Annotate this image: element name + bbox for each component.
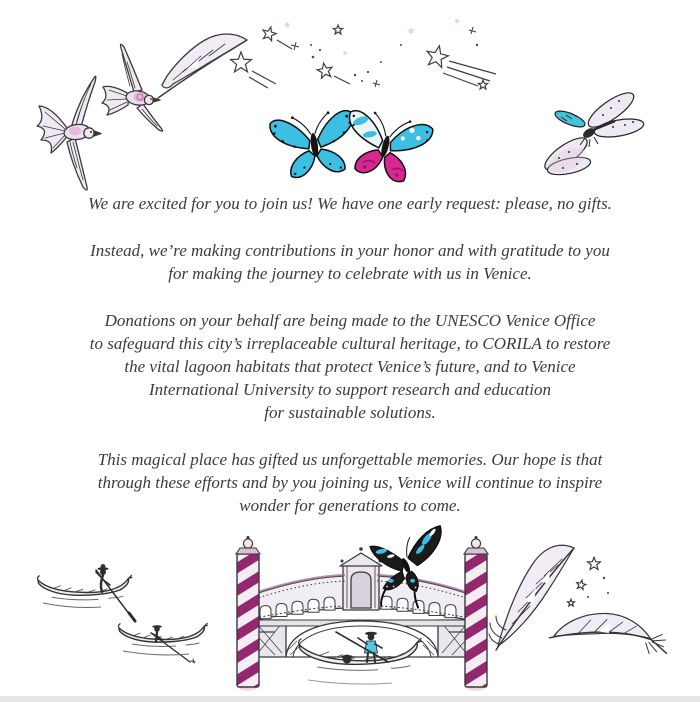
star-icon [261,25,278,41]
small-stars-icon [567,557,609,606]
text-line: Instead, we’re making contributions in your honor and with gratitude to you [90,241,610,260]
text-line: for making the journey to celebrate with us in Venice. [168,264,532,283]
star-icon [333,25,343,34]
text-line: through these efforts and by you joining us, Venice will continue to inspire [97,473,603,492]
text-line: Donations on your behalf are being made to the UNESCO Venice Office [104,311,596,330]
paragraph-no-gifts [40,192,660,215]
invitation-message [40,192,660,541]
text-line: We are excited for you to join us! We have one early request: please, no gifts. [88,194,612,213]
text-line: for sustainable solutions. [264,403,436,422]
text-line: International University to support research and education [149,380,551,399]
paragraph-donations [40,309,660,424]
star-icon [316,62,333,79]
star-icon [424,43,450,68]
flying-swallow-icon [37,76,101,190]
swallows-and-feather-illustration [15,30,255,200]
rialto-bridge-scene [228,520,496,695]
text-line: the vital lagoon habitats that protect Venice’s future, and to Venice [124,357,576,376]
blue-pink-butterfly-icon [338,98,438,190]
feather-icon [549,605,671,656]
dragonfly-icon [533,82,648,187]
star-icon [231,52,252,72]
paragraph-contributions [40,239,660,285]
passenger-icon [343,655,352,664]
gondola-with-gondolier-icon [38,564,135,621]
flying-swallow-with-feather-icon [102,44,163,131]
star-icon [478,80,488,89]
text-line: This magical place has gifted us unforgettable memories. Our hope is that [97,450,603,469]
shooting-stars-illustration [225,15,505,110]
paragraph-hope [40,448,660,517]
gondola-with-standing-figure-icon [119,623,209,663]
photo-edge-strip [0,696,700,702]
text-line: to safeguard this city’s irreplaceable cultural heritage, to CORILA to restore [89,334,611,353]
text-line: wonder for generations to come. [239,496,461,515]
feathers-and-stars-illustration [488,538,693,698]
